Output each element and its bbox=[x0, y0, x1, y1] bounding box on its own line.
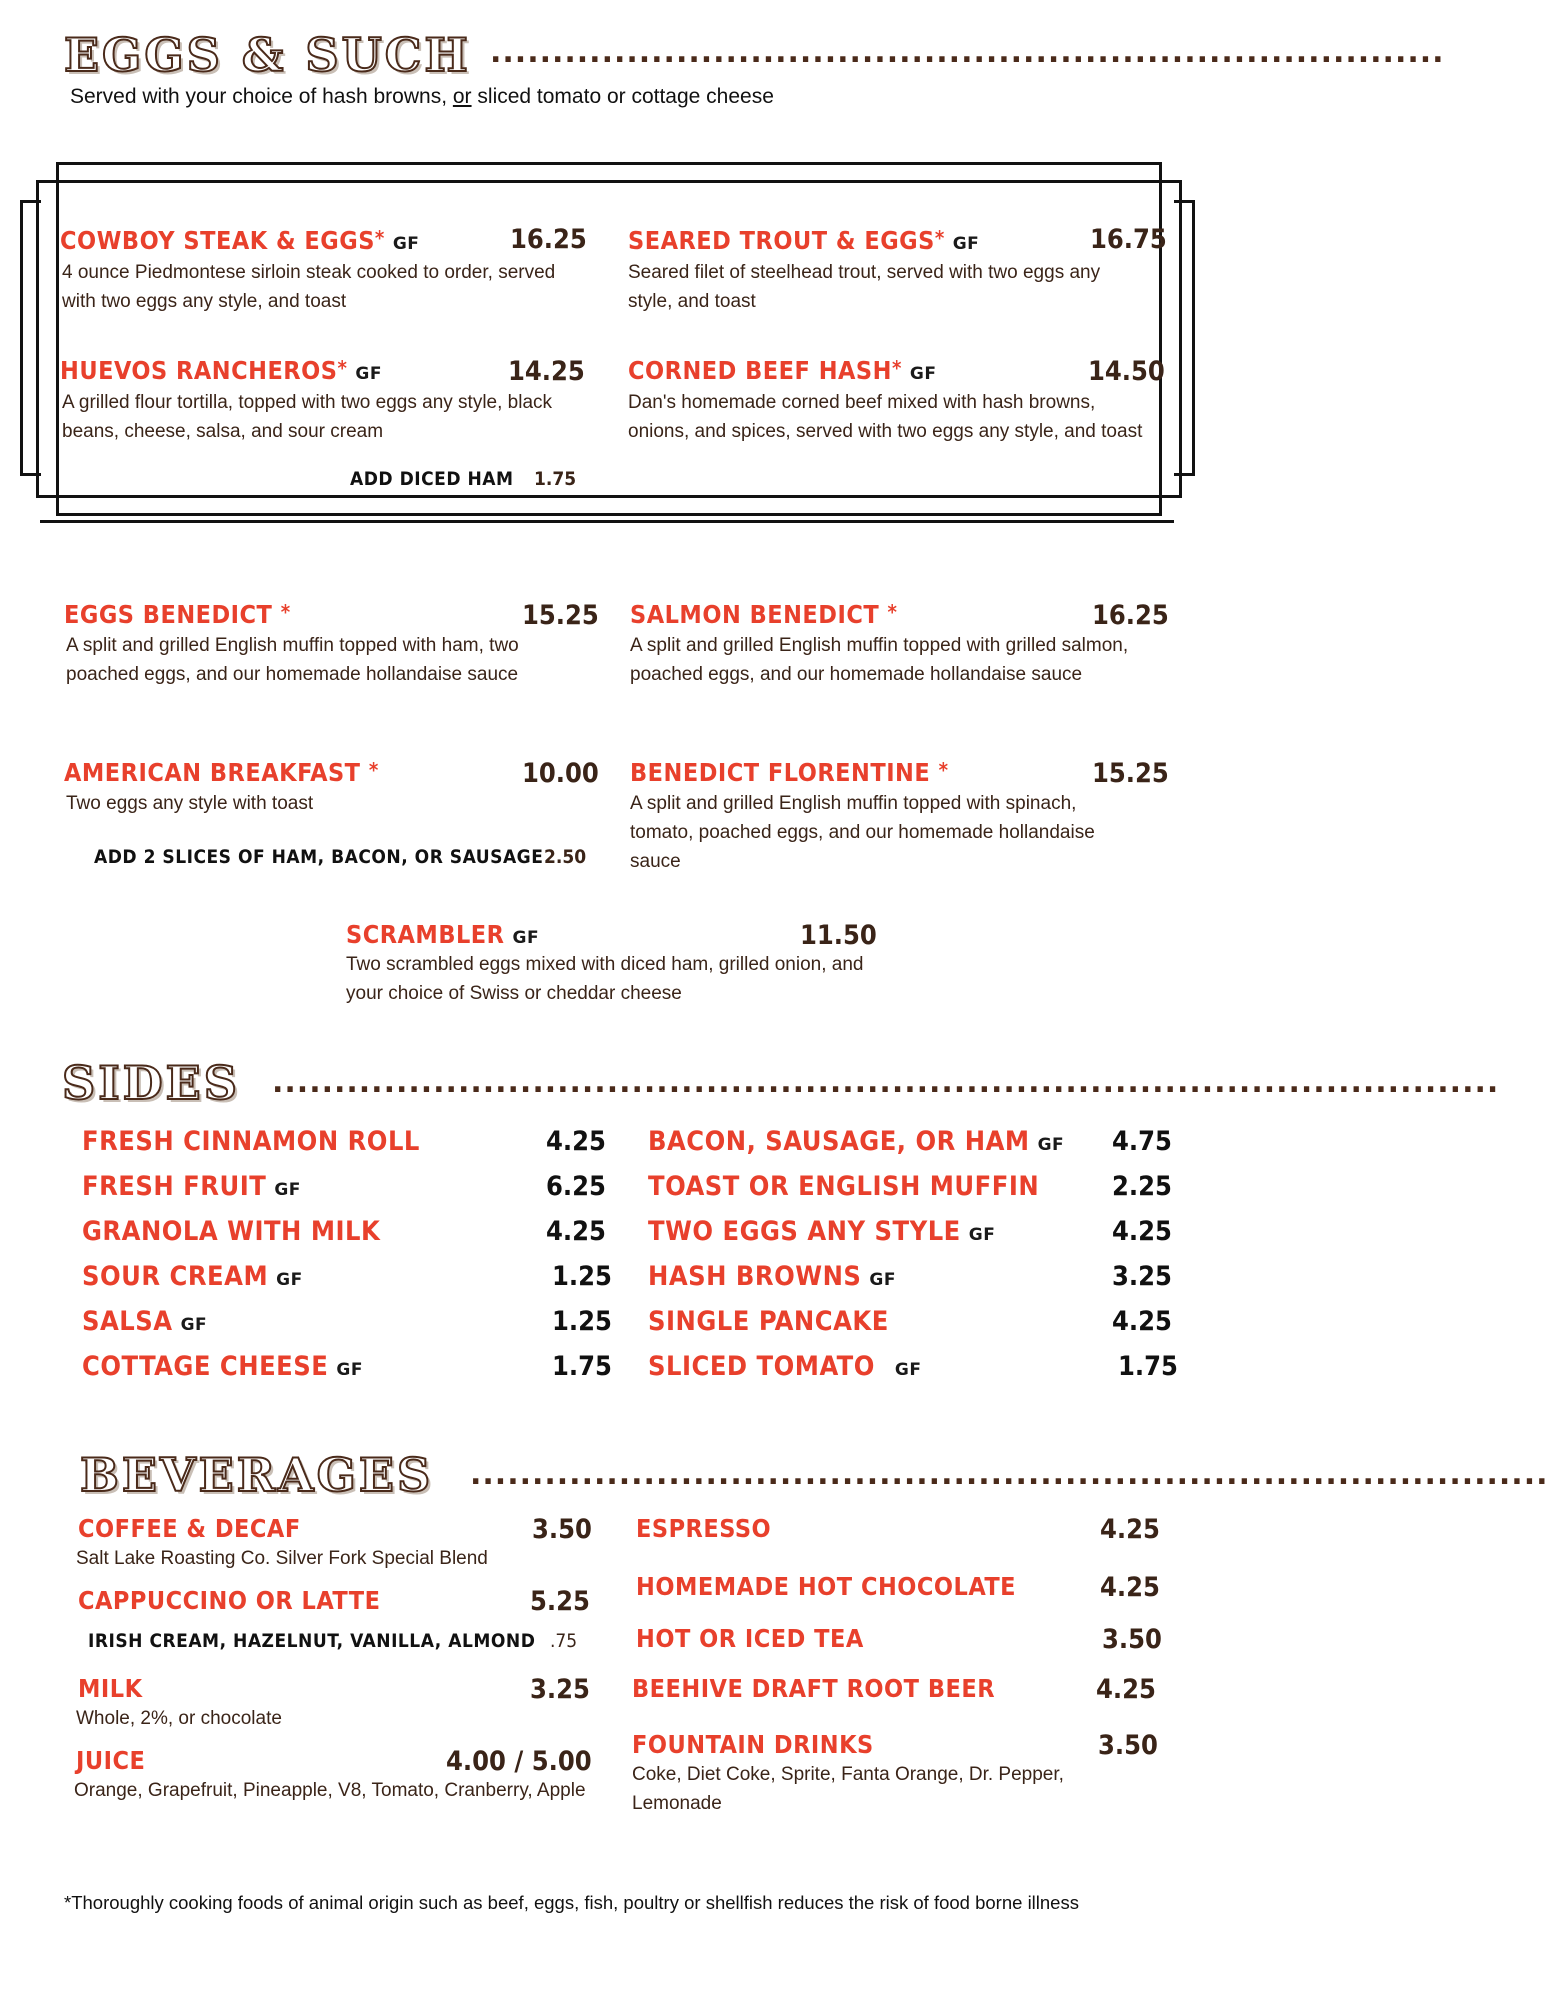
bev-price-tea: 3.50 bbox=[1102, 1624, 1162, 1655]
bev-desc-fountain: Coke, Diet Coke, Sprite, Fanta Orange, Dr. Pepper, Lemonade bbox=[632, 1764, 1064, 1814]
bev-name-root-beer: BEEHIVE DRAFT ROOT BEER bbox=[632, 1674, 996, 1703]
item-desc-benedict-florentine: A split and grilled English muffin topped with spinach, tomato, poached eggs, and our homemade hollandaise sauce bbox=[630, 793, 1095, 872]
side-price: 4.25 bbox=[1112, 1306, 1172, 1337]
side-price: 6.25 bbox=[546, 1171, 606, 1202]
beverages-leader-dots: ....................................................................................... bbox=[470, 1457, 1549, 1492]
eggs-subtitle bbox=[70, 82, 774, 111]
side-name: FRESH FRUIT GF bbox=[82, 1171, 301, 1202]
bev-price-coffee: 3.50 bbox=[532, 1514, 592, 1545]
featured-frame-left-notch bbox=[20, 200, 41, 476]
side-name: SALSA GF bbox=[82, 1306, 208, 1337]
addon-diced-ham-price: 1.75 bbox=[534, 468, 577, 490]
addon-diced-ham-label: ADD DICED HAM bbox=[350, 468, 514, 490]
item-price-american-breakfast: 10.00 bbox=[522, 758, 599, 789]
side-name: HASH BROWNS GF bbox=[648, 1261, 896, 1292]
bev-price-cappuccino: 5.25 bbox=[530, 1586, 590, 1617]
item-price-huevos: 14.25 bbox=[508, 356, 585, 387]
sides-leader-dots: ................................................................................................... bbox=[272, 1065, 1500, 1100]
side-name: TOAST OR ENGLISH MUFFIN bbox=[648, 1171, 1040, 1202]
bev-name-juice: JUICE bbox=[76, 1746, 146, 1775]
item-name-cowboy: COWBOY STEAK & EGGS* GF bbox=[60, 226, 420, 255]
item-price-scrambler: 11.50 bbox=[800, 920, 877, 951]
item-desc-trout: Seared filet of steelhead trout, served with two eggs any style, and toast bbox=[628, 262, 1101, 312]
side-name: SINGLE PANCAKE bbox=[648, 1306, 889, 1337]
item-desc-cowboy: 4 ounce Piedmontese sirloin steak cooked to order, served with two eggs any style, and toast bbox=[62, 262, 556, 312]
side-price: 1.75 bbox=[1118, 1351, 1178, 1382]
side-price: 4.25 bbox=[1112, 1216, 1172, 1247]
side-price: 1.25 bbox=[552, 1261, 612, 1292]
bev-price-root-beer: 4.25 bbox=[1096, 1674, 1156, 1705]
bev-price-fountain: 3.50 bbox=[1098, 1730, 1158, 1761]
item-desc-huevos: A grilled flour tortilla, topped with two eggs any style, black beans, cheese, salsa, and sour cream bbox=[62, 392, 553, 442]
featured-frame-right-notch bbox=[1174, 200, 1195, 476]
footnote: *Thoroughly cooking foods of animal origin such as beef, eggs, fish, poultry or shellfish reduces the risk of food borne illness bbox=[64, 1892, 1079, 1913]
item-desc-corned-beef: Dan's homemade corned beef mixed with hash browns, onions, and spices, served with two eggs any style, and toast bbox=[628, 392, 1143, 442]
bev-name-hot-chocolate: HOMEMADE HOT CHOCOLATE bbox=[636, 1572, 1017, 1601]
side-price: 3.25 bbox=[1112, 1261, 1172, 1292]
side-name: SLICED TOMATO GF bbox=[648, 1351, 922, 1382]
title-leader-dots: ............................................................................. bbox=[490, 35, 1445, 70]
side-name: BACON, SAUSAGE, OR HAM GF bbox=[648, 1126, 1065, 1157]
bev-price-espresso: 4.25 bbox=[1100, 1514, 1160, 1545]
side-price: 4.25 bbox=[546, 1126, 606, 1157]
bev-price-milk: 3.25 bbox=[530, 1674, 590, 1705]
bev-price-juice: 4.00 / 5.00 bbox=[446, 1746, 592, 1777]
item-name-corned-beef: CORNED BEEF HASH* GF bbox=[628, 356, 937, 385]
item-desc-eggs-benedict: A split and grilled English muffin topped with ham, two poached eggs, and our homemade hollandaise sauce bbox=[66, 635, 519, 685]
item-price-eggs-benedict: 15.25 bbox=[522, 600, 599, 631]
addon-syrup-label: IRISH CREAM, HAZELNUT, VANILLA, ALMOND bbox=[88, 1630, 536, 1652]
item-name-salmon-benedict: SALMON BENEDICT * bbox=[630, 600, 898, 629]
item-name-american-breakfast: AMERICAN BREAKFAST * bbox=[64, 758, 379, 787]
addon-meat-label: ADD 2 SLICES OF HAM, BACON, OR SAUSAGE bbox=[94, 846, 544, 868]
bev-name-coffee: COFFEE & DECAF bbox=[78, 1514, 301, 1543]
item-price-benedict-florentine: 15.25 bbox=[1092, 758, 1169, 789]
addon-syrup-price: .75 bbox=[550, 1630, 578, 1652]
item-name-trout: SEARED TROUT & EGGS* GF bbox=[628, 226, 980, 255]
section-title-beverages: BEVERAGES bbox=[80, 1448, 434, 1502]
bev-price-hot-chocolate: 4.25 bbox=[1100, 1572, 1160, 1603]
side-price: 4.75 bbox=[1112, 1126, 1172, 1157]
item-desc-scrambler: Two scrambled eggs mixed with diced ham, grilled onion, and your choice of Swiss or cheddar cheese bbox=[346, 954, 864, 1004]
bev-desc-juice: Orange, Grapefruit, Pineapple, V8, Tomato, Cranberry, Apple bbox=[74, 1780, 586, 1801]
side-price: 1.75 bbox=[552, 1351, 612, 1382]
side-name: COTTAGE CHEESE GF bbox=[82, 1351, 363, 1382]
item-name-benedict-florentine: BENEDICT FLORENTINE * bbox=[630, 758, 949, 787]
addon-meat-price: 2.50 bbox=[544, 846, 587, 868]
side-name: FRESH CINNAMON ROLL bbox=[82, 1126, 420, 1157]
bev-name-fountain: FOUNTAIN DRINKS bbox=[632, 1730, 874, 1759]
item-name-scrambler: SCRAMBLER GF bbox=[346, 920, 540, 949]
subtitle-text: Served with your choice of hash browns, bbox=[70, 85, 453, 108]
bev-name-milk: MILK bbox=[78, 1674, 143, 1703]
side-name: TWO EGGS ANY STYLE GF bbox=[648, 1216, 996, 1247]
side-name: GRANOLA WITH MILK bbox=[82, 1216, 381, 1247]
item-price-salmon-benedict: 16.25 bbox=[1092, 600, 1169, 631]
bev-name-cappuccino: CAPPUCCINO OR LATTE bbox=[78, 1586, 381, 1615]
subtitle-text-end: sliced tomato or cottage cheese bbox=[471, 85, 774, 108]
item-desc-american-breakfast: Two eggs any style with toast bbox=[66, 793, 314, 814]
bev-name-tea: HOT OR ICED TEA bbox=[636, 1624, 864, 1653]
item-desc-salmon-benedict: A split and grilled English muffin topped with grilled salmon, poached eggs, and our homemade hollandaise sauce bbox=[630, 635, 1129, 685]
item-name-eggs-benedict: EGGS BENEDICT * bbox=[64, 600, 291, 629]
bev-name-espresso: ESPRESSO bbox=[636, 1514, 772, 1543]
bev-desc-milk: Whole, 2%, or chocolate bbox=[76, 1708, 282, 1729]
bev-desc-coffee: Salt Lake Roasting Co. Silver Fork Special Blend bbox=[76, 1548, 488, 1569]
item-price-corned-beef: 14.50 bbox=[1088, 356, 1165, 387]
side-name: SOUR CREAM GF bbox=[82, 1261, 303, 1292]
section-title-eggs: EGGS & SUCH bbox=[64, 28, 471, 82]
subtitle-or: or bbox=[452, 85, 472, 108]
side-price: 2.25 bbox=[1112, 1171, 1172, 1202]
section-title-sides: SIDES bbox=[62, 1056, 240, 1110]
item-price-trout: 16.75 bbox=[1090, 224, 1167, 255]
side-price: 4.25 bbox=[546, 1216, 606, 1247]
item-name-huevos: HUEVOS RANCHEROS* GF bbox=[60, 356, 382, 385]
side-price: 1.25 bbox=[552, 1306, 612, 1337]
item-price-cowboy: 16.25 bbox=[510, 224, 587, 255]
